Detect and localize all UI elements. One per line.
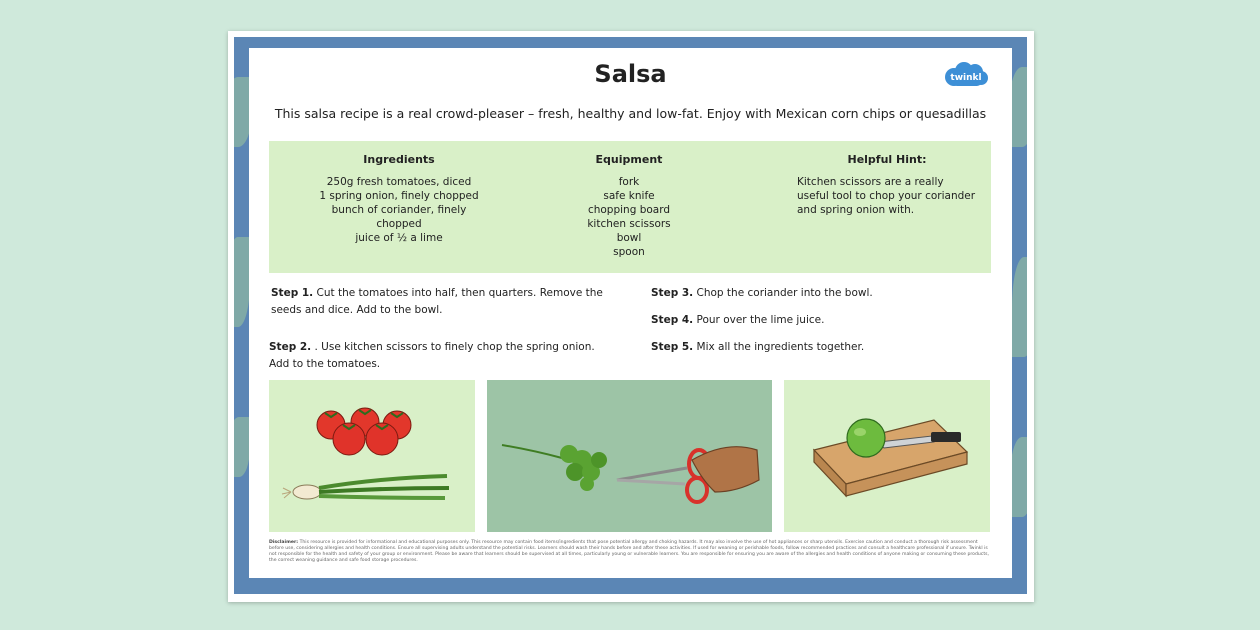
step-label: Step 4. xyxy=(651,314,694,326)
ingredients-heading: Ingredients xyxy=(363,153,435,166)
step-5 xyxy=(651,339,991,356)
step-1 xyxy=(271,285,606,319)
coriander-illustration xyxy=(502,445,607,491)
disclaimer xyxy=(269,540,991,564)
step-text: Chop the coriander into the bowl. xyxy=(693,287,873,299)
leaf-decoration xyxy=(1010,437,1027,517)
recipe-intro: This salsa recipe is a real crowd-pleaser – fresh, healthy and low-fat. Enjoy with Mexican corn chips or quesadillas xyxy=(274,106,987,121)
disclaimer-text: This resource is provided for informational and educational purposes only. This resource may contain food items/ingredients that pose potential allergy and choking hazards. It may also involve the use of hot appliances or sharp utensils. Exercise caution and conduct a thorough risk assessment before use, considering allergies and health conditions. Ensure all supervising adults understand the potential risks. Learners should wash their hands before and after these activities. If used for weaning or perishable foods, follow recommended practices and consult a healthcare professional if unsure. Twinkl is not responsible for the health and safety of your group or environment. Please be aware that learners should be supervised at all times, particularly young or vulnerable learners. You are responsible for ensuring you are aware of the allergies and health conditions of anyone making or consuming these products, the correct weaning guidance and safe food storage procedures. xyxy=(269,540,989,563)
step-label: Step 5. xyxy=(651,341,694,353)
step-label: Step 1. xyxy=(271,287,314,299)
leaf-decoration xyxy=(234,237,250,327)
cloud-logo-icon[interactable] xyxy=(942,61,990,89)
recipe-title: Salsa xyxy=(594,60,667,88)
equipment-column xyxy=(569,153,689,259)
hint-heading: Helpful Hint: xyxy=(847,153,927,166)
spring-onion-illustration xyxy=(282,476,449,499)
leaf-decoration xyxy=(234,417,250,477)
illustration-panel-tomatoes xyxy=(269,380,475,532)
info-box xyxy=(269,141,991,273)
lime-on-chopping-board-illustration xyxy=(847,419,885,457)
hint-column xyxy=(797,153,977,217)
step-label: Step 2. xyxy=(269,341,312,353)
ingredient-item: 1 spring onion, finely chopped xyxy=(319,190,479,202)
step-4 xyxy=(651,312,991,329)
tomatoes-illustration xyxy=(317,408,411,455)
logo-text: twinkl xyxy=(950,73,982,83)
ingredient-item: bunch of coriander, finely chopped xyxy=(331,204,467,230)
recipe-card xyxy=(249,48,1012,578)
ingredient-item: juice of ½ a lime xyxy=(355,232,443,244)
equipment-item: safe knife xyxy=(603,190,655,202)
equipment-item: chopping board xyxy=(587,204,671,216)
equipment-item: bowl xyxy=(616,232,642,244)
chopping-board-illustration xyxy=(814,420,967,496)
step-2 xyxy=(269,339,604,373)
step-3 xyxy=(651,285,991,302)
disclaimer-label: Disclaimer: xyxy=(269,540,299,545)
step-text: Pour over the lime juice. xyxy=(693,314,825,326)
step-label: Step 3. xyxy=(651,287,694,299)
illustration-panel-lime xyxy=(784,380,990,532)
step-text: Cut the tomatoes into half, then quarters. Remove the seeds and dice. Add to the bowl. xyxy=(271,287,603,316)
step-text: . Use kitchen scissors to finely chop the spring onion. Add to the tomatoes. xyxy=(269,341,595,370)
ingredients-column xyxy=(309,153,489,245)
hint-text: Kitchen scissors are a really useful tool to chop your coriander and spring onion with. xyxy=(797,176,976,216)
equipment-heading: Equipment xyxy=(595,153,663,166)
equipment-item: spoon xyxy=(613,246,645,258)
scissors-in-hand-illustration xyxy=(617,447,759,502)
ingredient-item: 250g fresh tomatoes, diced xyxy=(326,176,472,188)
equipment-item: kitchen scissors xyxy=(587,218,671,230)
step-text: Mix all the ingredients together. xyxy=(693,341,865,353)
leaf-decoration xyxy=(1012,257,1027,357)
equipment-item: fork xyxy=(618,176,640,188)
illustration-panel-coriander xyxy=(487,380,772,532)
